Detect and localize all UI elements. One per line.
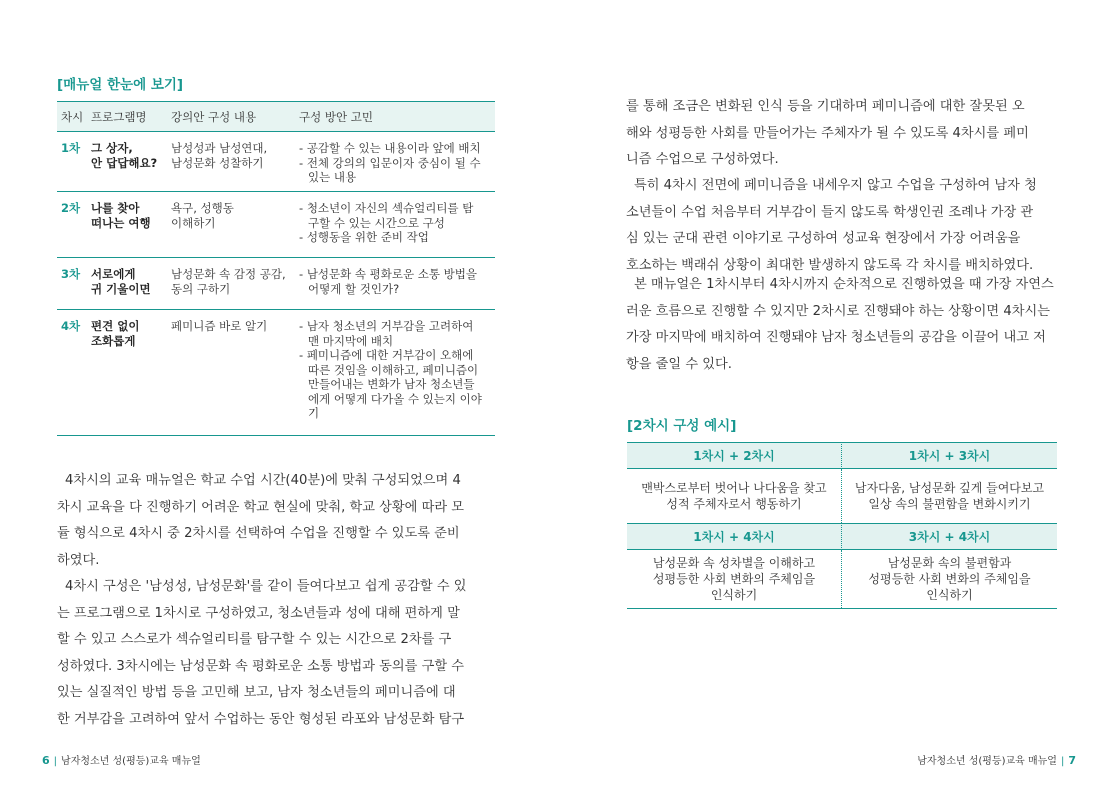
right-section-title: [2차시 구성 예시] bbox=[627, 418, 737, 434]
body-paragraph: 4차시의 교육 매뉴얼은 학교 수업 시간(40분)에 맞춰 구성되었으며 4 차시 교육을 다 진행하기 어려운 학교 현실에 맞춰, 학교 상황에 따라 모 듈 형식으로 4차시 중 2차시를 선택하여 수업을 진행할 수 있도록 준비 하였다. bbox=[57, 473, 464, 568]
table-row bbox=[57, 310, 495, 436]
program-name: 그 상자, 안 답답해요? bbox=[91, 141, 158, 170]
session-number: 4차 bbox=[61, 319, 81, 333]
footer-separator: | bbox=[1060, 756, 1065, 767]
footer-title: 남자청소년 성(평등)교육 매뉴얼 bbox=[917, 756, 1057, 767]
session-number: 3차 bbox=[61, 267, 81, 281]
left-section-title: [매뉴얼 한눈에 보기] bbox=[57, 77, 184, 93]
program-name: 편견 없이 조화롭게 bbox=[91, 319, 140, 348]
combo-description: 맨박스로부터 벗어나 나다움을 찾고 성적 주체자로서 행동하기 bbox=[627, 469, 842, 523]
header-cell: 프로그램명 bbox=[91, 109, 147, 124]
combo-description: 남성문화 속 성차별을 이해하고 성평등한 사회 변화의 주체임을 인식하기 bbox=[627, 550, 842, 608]
table-header bbox=[57, 101, 495, 132]
body-paragraph: 특히 4차시 전면에 페미니즘을 내세우지 않고 수업을 구성하여 남자 청 소년들이 수업 처음부터 거부감이 들지 않도록 학생인권 조례나 가장 관 심 있는 군대 관련 이야기로 구성하여 성교육 현장에서 가장 어려움을 호소하는 백래쉬 상황이 최대한 발생하지 않도록 각 차시를 배치하였다. bbox=[626, 178, 1037, 273]
right-footer bbox=[917, 752, 1076, 767]
combo-description: 남자다움, 남성문화 깊게 들여다보고 일상 속의 불편함을 변화시키기 bbox=[854, 481, 1045, 511]
table-row bbox=[57, 132, 495, 192]
session-content: 남성문화 속 감정 공감, 동의 구하기 bbox=[171, 267, 286, 296]
session-content: 욕구, 성행동 이해하기 bbox=[171, 201, 234, 230]
session-number: 1차 bbox=[61, 141, 81, 155]
left-footer bbox=[42, 752, 201, 767]
footer-separator: | bbox=[53, 756, 58, 767]
body-paragraph: 본 매뉴얼은 1차시부터 4차시까지 순차적으로 진행하였을 때 가장 자연스 러운 흐름으로 진행할 수 있지만 2차시로 진행돼야 하는 상황이면 4차시는 가장 마지막에 배치하여 진행돼야 남자 청소년들의 공감을 이끌어 내고 저 항을 줄일 수 있다. bbox=[626, 277, 1054, 372]
session-content: 페미니즘 바로 알기 bbox=[171, 319, 268, 333]
session-number: 2차 bbox=[61, 201, 81, 215]
session-content: 남성성과 남성연대, 남성문화 성찰하기 bbox=[171, 141, 268, 170]
combo-title: 3차시 + 4차시 bbox=[842, 523, 1057, 550]
page-number: 7 bbox=[1068, 754, 1076, 767]
footer-title: 남자청소년 성(평등)교육 매뉴얼 bbox=[61, 756, 201, 767]
session-plan: - 청소년이 자신의 섹슈얼리티를 탐 구할 수 있는 시간으로 구성 - 성행동을 위한 준비 작업 bbox=[299, 201, 495, 247]
program-name: 나를 찾아 떠나는 여행 bbox=[91, 201, 151, 230]
page-number: 6 bbox=[42, 754, 50, 767]
manual-overview-table bbox=[57, 101, 495, 436]
combo-title: 1차시 + 3차시 bbox=[842, 442, 1057, 469]
header-cell: 강의안 구성 내용 bbox=[171, 109, 257, 124]
combo-title: 1차시 + 4차시 bbox=[627, 523, 842, 550]
body-paragraph: 를 통해 조금은 변화된 인식 등을 기대하며 페미니즘에 대한 잘못된 오 해와 성평등한 사회를 만들어가는 주체자가 될 수 있도록 4차시를 페미 니즘 수업으로 구성하였다. bbox=[626, 99, 1029, 167]
header-cell: 구성 방안 고민 bbox=[299, 109, 373, 124]
combo-description: 남성문화 속의 불편함과 성평등한 사회 변화의 주체임을 인식하기 bbox=[868, 556, 1031, 602]
session-plan: - 남자 청소년의 거부감을 고려하여 맨 마지막에 배치 - 페미니즘에 대한 거부감이 오해에 따른 것임을 이해하고, 페미니즘이 만들어내는 변화가 남자 청소년들 에게 어떻게 다가올 수 있는지 이야 기 bbox=[299, 319, 495, 425]
combo-title: 1차시 + 2차시 bbox=[627, 442, 842, 469]
body-paragraph: 4차시 구성은 '남성성, 남성문화'를 같이 들여다보고 쉽게 공감할 수 있 는 프로그램으로 1차시로 구성하였고, 청소년들과 성에 대해 편하게 말 할 수 있고 스스로가 섹슈얼리티를 탐구할 수 있는 시간으로 2차를 구 성하였다. 3차시에는 남성문화 속 평화로운 소통 방법과 동의를 구할 수 있는 실질적인 방법 등을 고민해 보고, 남자 청소년들의 페미니즘에 대 한 거부감을 고려하여 앞서 수업하는 동안 형성된 라포와 남성문화 탐구 bbox=[57, 579, 467, 727]
table-row bbox=[57, 258, 495, 310]
session-plan: - 공감할 수 있는 내용이라 앞에 배치 - 전체 강의의 입문이자 중심이 될 수 있는 내용 bbox=[299, 141, 495, 181]
session-plan: - 남성문화 속 평화로운 소통 방법을 어떻게 할 것인가? bbox=[299, 267, 495, 299]
program-name: 서로에게 귀 기울이면 bbox=[91, 267, 151, 296]
header-cell: 차시 bbox=[61, 109, 84, 124]
combination-grid bbox=[627, 442, 1057, 609]
table-row bbox=[57, 192, 495, 258]
